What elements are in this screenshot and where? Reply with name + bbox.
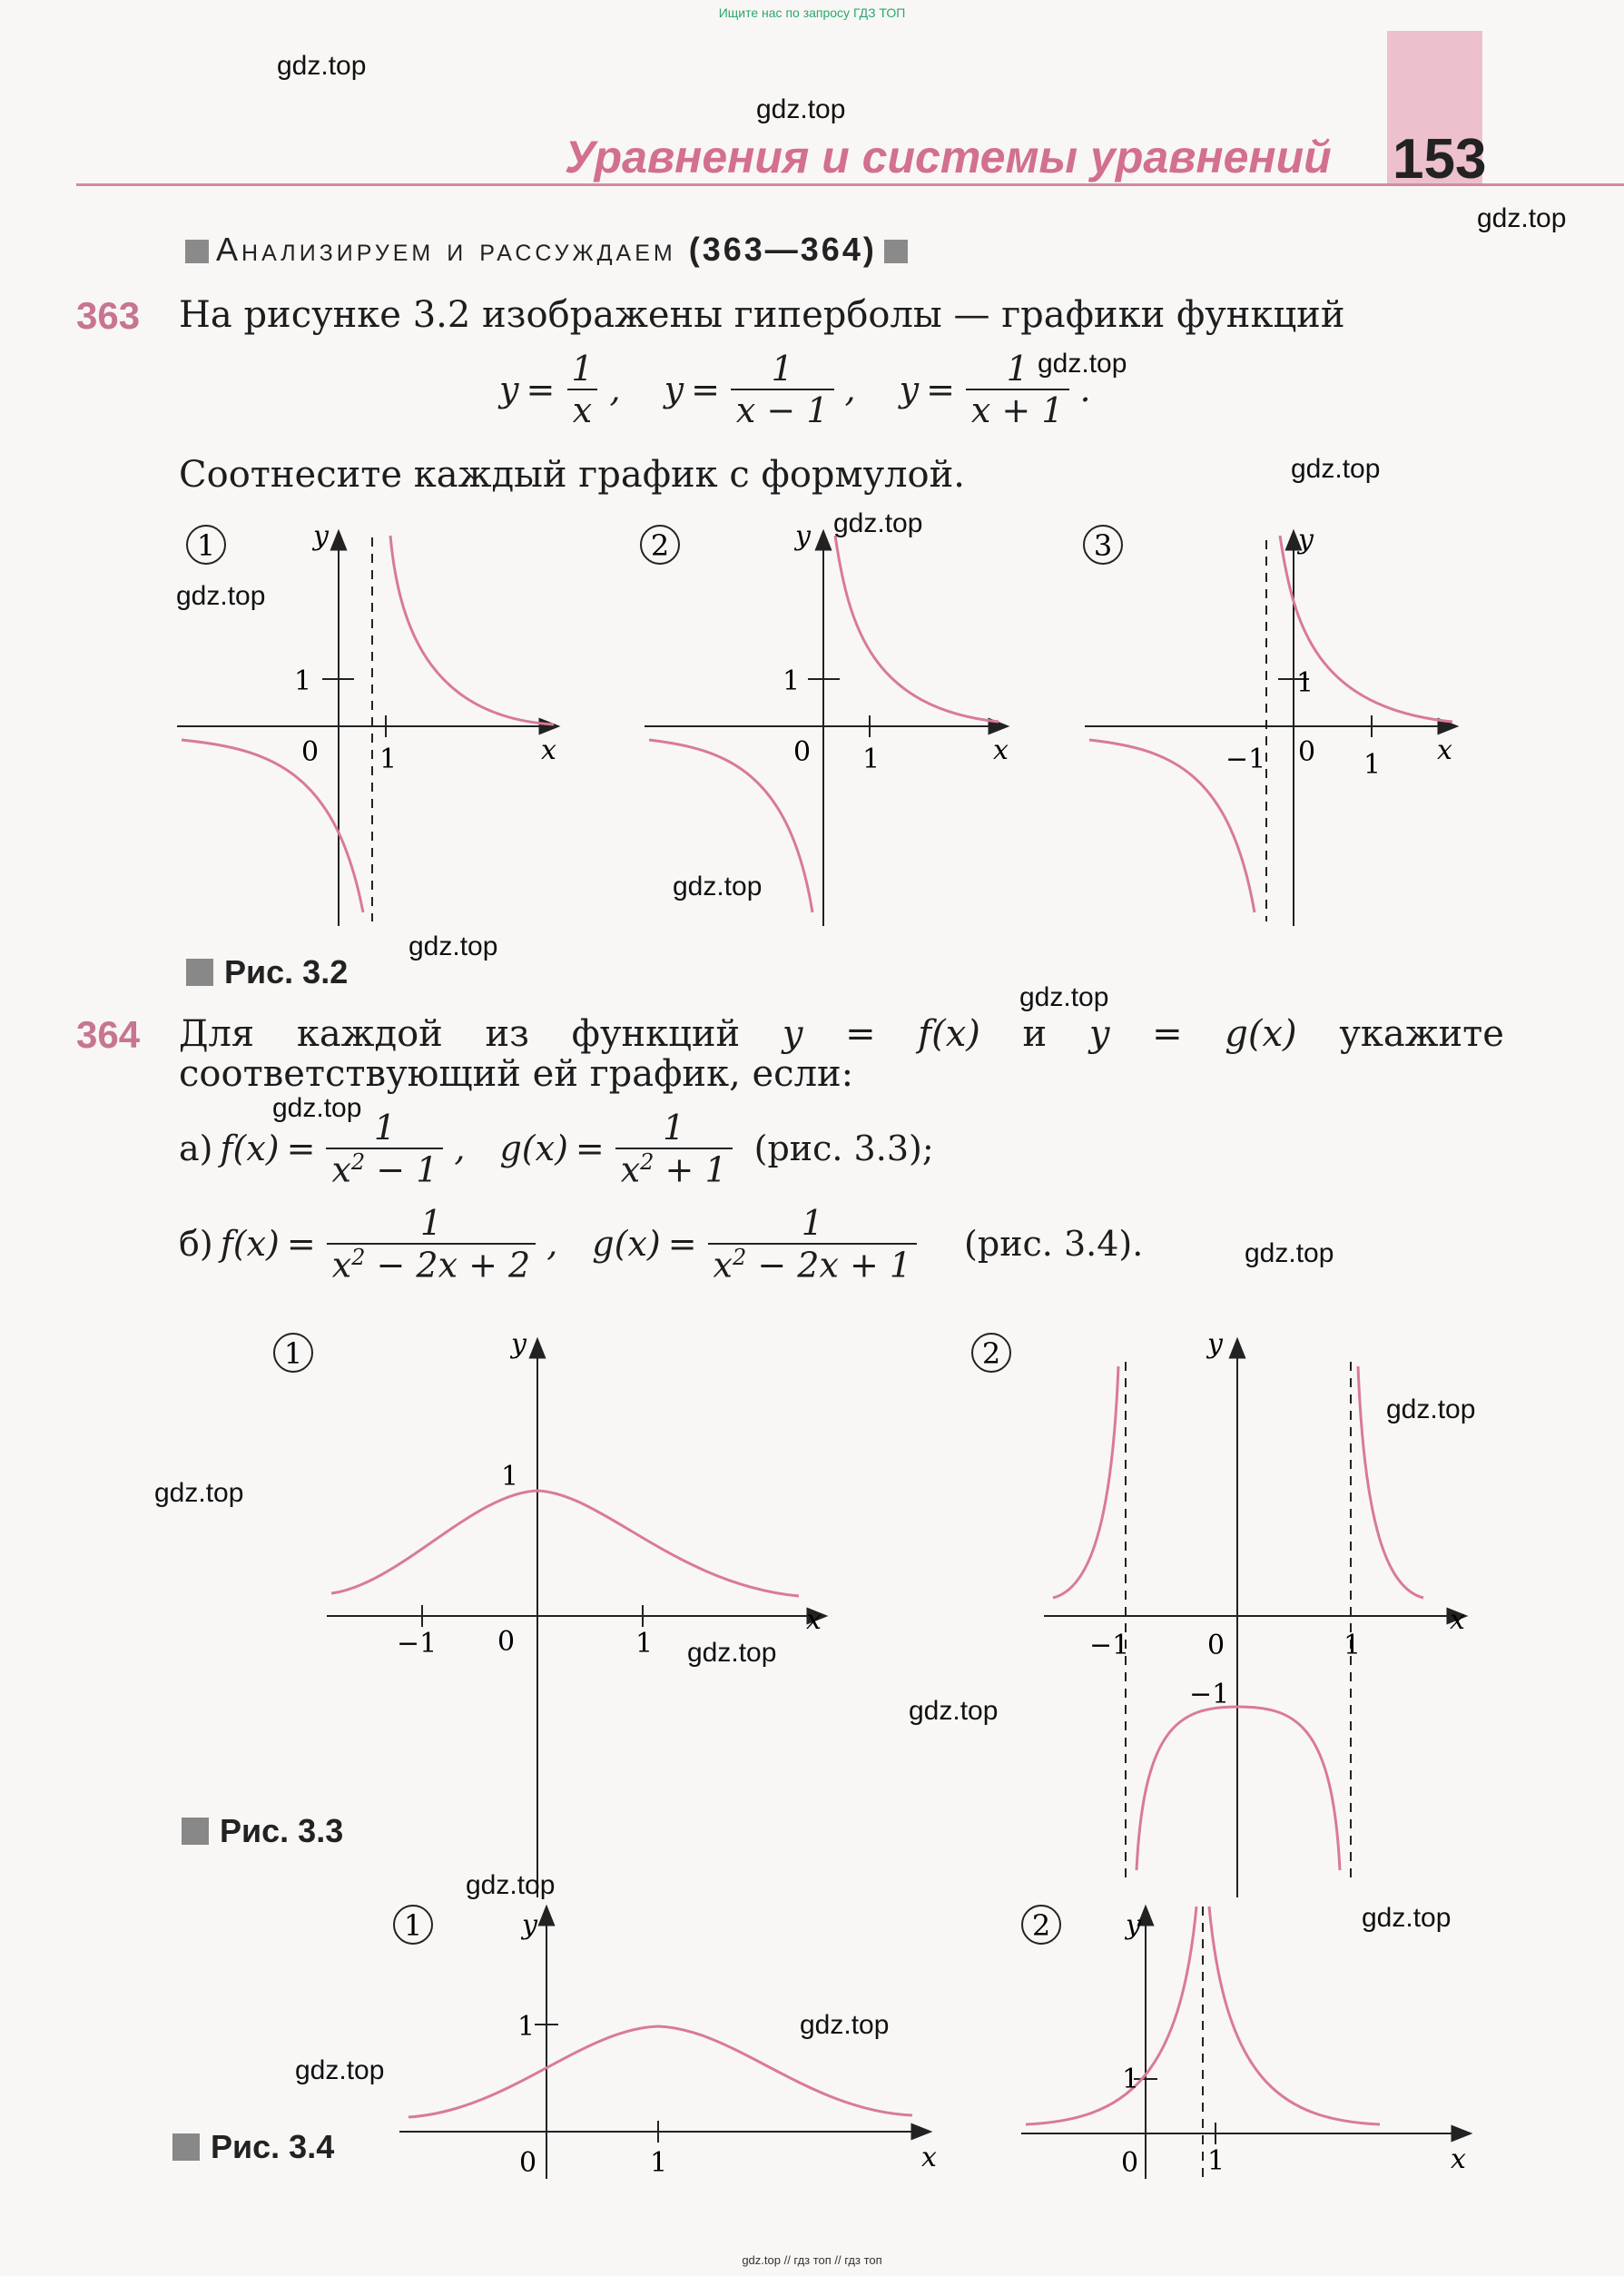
axis-x-label: x: [541, 734, 556, 766]
watermark: gdz.top: [833, 508, 923, 538]
watermark: gdz.top: [176, 581, 266, 611]
y-var: y: [499, 369, 519, 409]
y-tick-label: 1: [517, 2011, 536, 2043]
numerator: 1: [571, 349, 594, 389]
caption-square-icon: [172, 2133, 200, 2161]
numerator: 1: [1006, 349, 1029, 389]
y-tick-label: 1: [1122, 2064, 1140, 2095]
caption-text: Рис. 3.3: [220, 1812, 344, 1849]
graph-3-3-1: [274, 1328, 826, 1897]
axis-y-label: y: [1207, 1328, 1223, 1360]
axis-x-label: x: [806, 1604, 822, 1636]
y-tick-label: 1: [501, 1461, 519, 1493]
axis-x-label: x: [1437, 734, 1452, 766]
axis-x-label: x: [1451, 2143, 1466, 2175]
part-b-ref: (рис. 3.4).: [964, 1224, 1144, 1265]
caption-text: Рис. 3.2: [224, 953, 349, 990]
graph-3-2-3: [1084, 524, 1457, 926]
word: укажите: [1339, 1013, 1504, 1055]
x-tick-label: 1: [379, 744, 398, 775]
watermark: gdz.top: [1019, 982, 1109, 1012]
x-tick-label: −1: [1089, 1630, 1130, 1661]
x-tick-label: 1: [862, 744, 881, 775]
caption-text: Рис. 3.4: [211, 2128, 335, 2165]
graph-3-2-2: [641, 520, 1009, 926]
graph-number: 1: [283, 1336, 303, 1371]
section-range: (363—364): [688, 231, 877, 268]
watermark: gdz.top: [154, 1478, 244, 1508]
y-tick-label: 1: [782, 665, 801, 697]
problem-task: Соотнесите каждый график с формулой.: [179, 454, 966, 496]
x-tick-label: −1: [1225, 744, 1266, 775]
axis-x-label: x: [921, 2142, 937, 2173]
watermark: gdz.top: [687, 1638, 777, 1668]
word: функций: [571, 1013, 741, 1055]
denominator: x − 1: [731, 389, 834, 430]
word: =: [1152, 1013, 1183, 1055]
watermark: gdz.top: [1038, 349, 1127, 379]
y-var: y: [899, 369, 920, 409]
bell-curve: [331, 1491, 799, 1596]
problem-number: 363: [76, 294, 141, 337]
y-tick-label: 1: [1296, 667, 1314, 699]
caption-square-icon: [182, 1818, 209, 1845]
problem-number: 364: [76, 1013, 141, 1056]
watermark: gdz.top: [756, 94, 846, 124]
problem-text-line2: соответствующий ей график, если:: [179, 1053, 854, 1095]
bottom-note: gdz.top // гдз топ // гдз топ: [742, 2253, 882, 2267]
axis-y-label: y: [1298, 524, 1314, 556]
axis-y-label: y: [1126, 1909, 1141, 1941]
curve-branch: [1026, 1907, 1196, 2124]
origin-label: 0: [1298, 736, 1316, 768]
figure-caption: [182, 1812, 343, 1850]
graph-number: 3: [1093, 528, 1113, 563]
graph-3-4-2: [1021, 1906, 1471, 2179]
bullet-square-icon: [884, 240, 908, 263]
axis-y-label: y: [522, 1909, 537, 1941]
y-tick-label: 1: [294, 665, 312, 697]
y-var: y: [664, 369, 684, 409]
page-header-title: Уравнения и системы уравнений: [565, 132, 1332, 182]
watermark: gdz.top: [909, 1696, 999, 1726]
word: каждой: [296, 1013, 443, 1055]
graph-number: 2: [981, 1336, 1001, 1371]
word: f(x): [918, 1013, 980, 1055]
axis-y-label: y: [795, 520, 811, 552]
curve-branch: [1053, 1366, 1118, 1598]
x-tick-label: 1: [1363, 749, 1382, 781]
origin-label: 0: [497, 1626, 516, 1658]
denominator: x: [567, 389, 597, 430]
bullet-square-icon: [185, 240, 209, 263]
graph-number: 2: [1031, 1908, 1051, 1943]
problem-text-line1: [179, 1013, 1504, 1055]
watermark: gdz.top: [295, 2055, 385, 2085]
curve-branch: [1209, 1907, 1380, 2124]
figure-caption: [172, 2128, 334, 2166]
part-b: б) f(x) = $\frac{1}{x^2 - 2x + 2}$ , g(x) = $\frac{1}{x^2 - 2x + 1}$ (рис. 3.4).: [179, 1203, 1144, 1286]
y-tick-label: −1: [1189, 1679, 1230, 1710]
part-a-ref: (рис. 3.3);: [753, 1128, 934, 1169]
axis-x-label: x: [993, 734, 1009, 766]
page-number: 153: [1393, 128, 1487, 191]
watermark: gdz.top: [277, 51, 367, 81]
graph-number: 1: [403, 1908, 423, 1943]
word: из: [485, 1013, 529, 1055]
watermark: gdz.top: [1477, 203, 1567, 233]
x-tick-label: −1: [397, 1628, 438, 1660]
problem-text: На рисунке 3.2 изображены гиперболы — графики функций: [179, 294, 1345, 336]
part-a: а) f(x) = $\frac{1}{x^2 - 1}$ , g(x) = $\frac{1}{x^2 + 1}$ (рис. 3.3);: [179, 1108, 934, 1190]
part-a-label: а): [179, 1128, 213, 1169]
part-b-label: б): [179, 1224, 213, 1265]
graph-number: 1: [196, 528, 216, 563]
word: g(x): [1225, 1013, 1297, 1055]
hyperbola-formulas: y = $\frac{1}{x}$ , y = $\frac{1}{x - 1}$ , y = $\frac{1}{x + 1}$ .: [499, 349, 1091, 430]
figure-caption: [186, 953, 348, 991]
x-tick-label: 1: [635, 1628, 654, 1660]
watermark: gdz.top: [466, 1870, 556, 1900]
x-tick-label: 1: [1207, 2145, 1225, 2177]
axis-y-label: y: [511, 1328, 527, 1360]
numerator: 1: [771, 349, 793, 389]
origin-label: 0: [793, 736, 812, 768]
hyperbola-branch: [182, 740, 363, 912]
caption-square-icon: [186, 959, 213, 986]
watermark: gdz.top: [800, 2010, 890, 2040]
word: =: [845, 1013, 876, 1055]
graph-number: 2: [650, 528, 670, 563]
origin-label: 0: [301, 736, 320, 768]
axis-y-label: y: [313, 520, 329, 552]
word: y: [1088, 1013, 1110, 1055]
origin-label: 0: [1121, 2147, 1139, 2179]
graph-3-4-1: [394, 1906, 937, 2179]
origin-label: 0: [1207, 1630, 1225, 1661]
x-tick-label: 1: [650, 2147, 668, 2179]
section-title: Анализируем и рассуждаем: [216, 231, 676, 268]
watermark: gdz.top: [272, 1093, 362, 1123]
hyperbola-branch: [835, 536, 999, 722]
watermark: gdz.top: [1245, 1238, 1334, 1268]
word: y: [782, 1013, 803, 1055]
axis-x-label: x: [1450, 1604, 1465, 1636]
origin-label: 0: [519, 2147, 537, 2179]
top-note: Ищите нас по запросу ГДЗ ТОП: [718, 5, 906, 20]
word: Для: [179, 1013, 255, 1055]
watermark: gdz.top: [1362, 1903, 1452, 1933]
word: и: [1022, 1013, 1048, 1055]
watermark: gdz.top: [408, 931, 498, 961]
hyperbola-branch: [390, 536, 554, 724]
watermark: gdz.top: [673, 872, 763, 902]
denominator: x + 1: [966, 389, 1069, 430]
x-tick-label: 1: [1343, 1630, 1362, 1661]
figure-3-3: [0, 1307, 1624, 1897]
watermark: gdz.top: [1291, 454, 1381, 484]
watermark: gdz.top: [1386, 1394, 1476, 1424]
section-banner: [178, 231, 915, 269]
